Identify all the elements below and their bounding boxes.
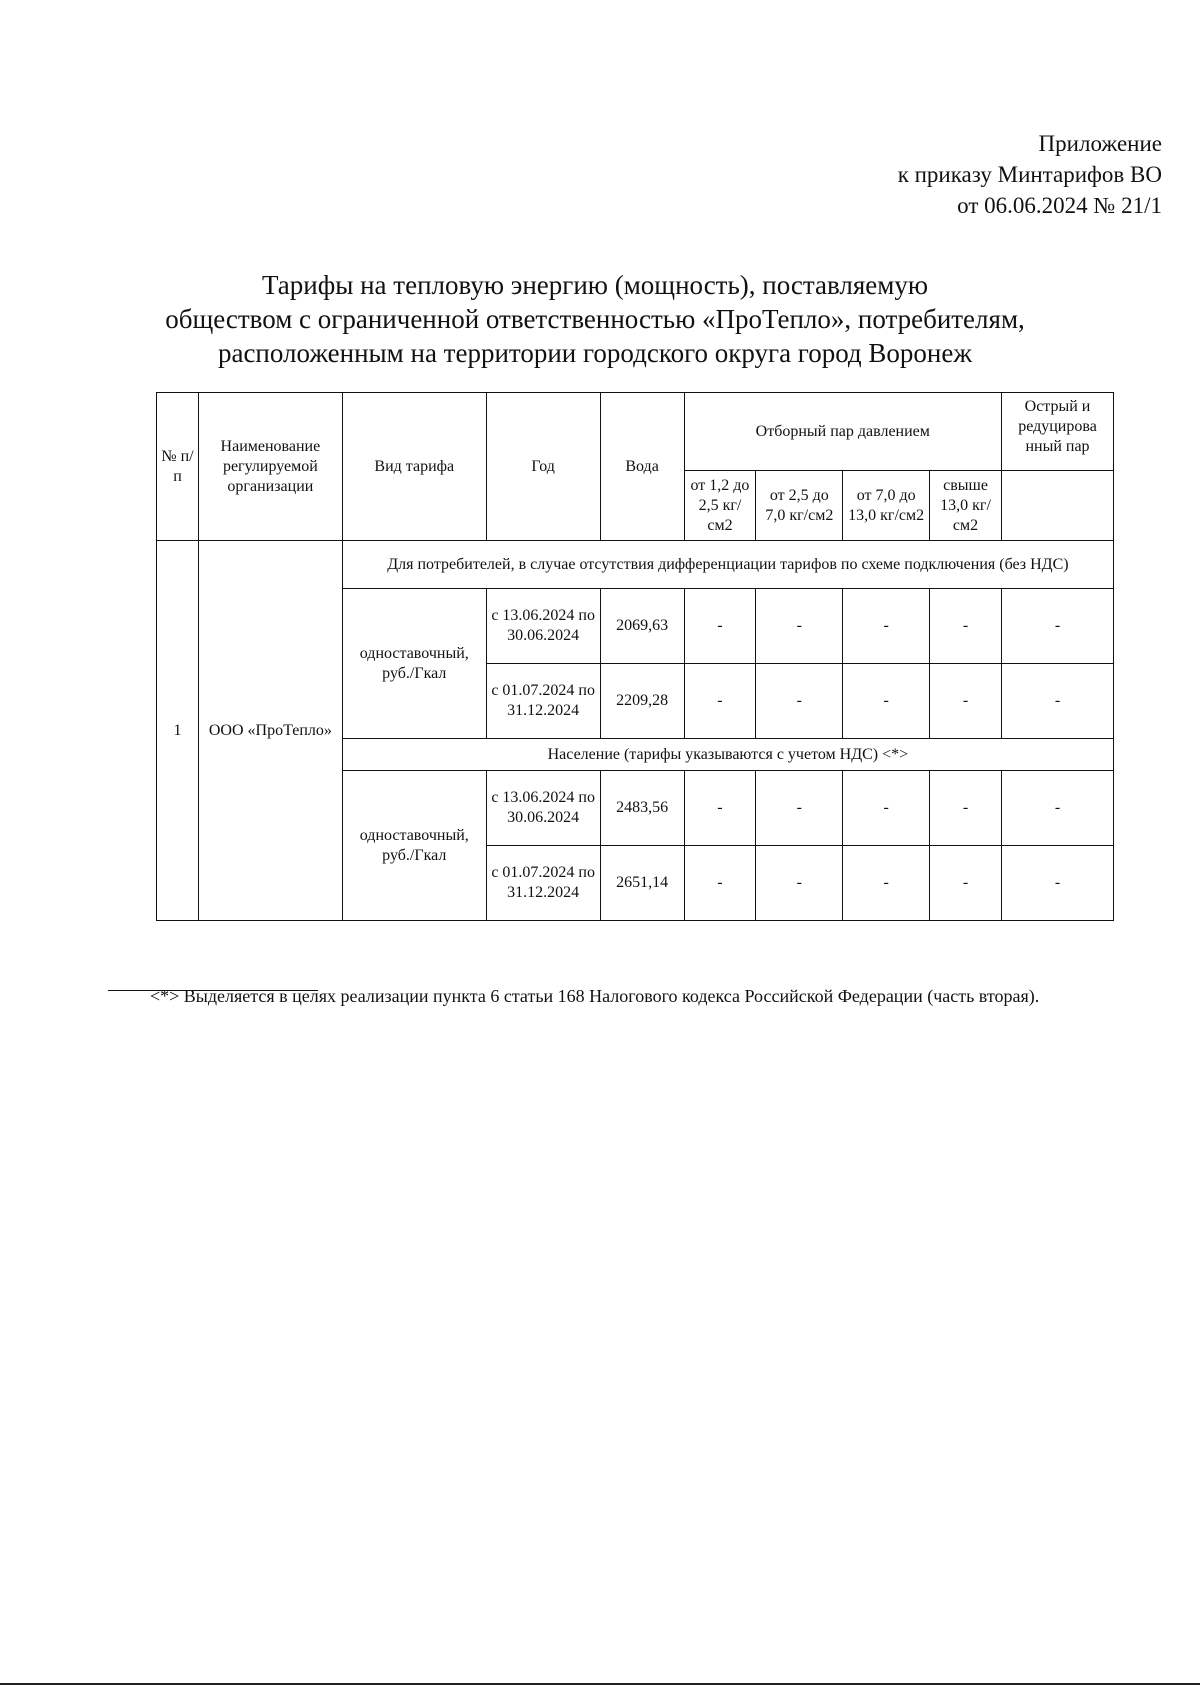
pressure-2-value: - (756, 664, 843, 739)
sharp-steam-value: - (1002, 846, 1114, 921)
period-cell: с 13.06.2024 по 30.06.2024 (486, 771, 600, 846)
tariff-table (156, 392, 1114, 921)
section-title: Для потребителей, в случае отсутствия дифференциации тарифов по схеме подключения (без НДС) (342, 541, 1113, 589)
header-pressure-2: от 2,5 до 7,0 кг/см2 (756, 471, 843, 541)
header-order-date: от 06.06.2024 № 21/1 (957, 193, 1162, 218)
period-cell: с 13.06.2024 по 30.06.2024 (486, 589, 600, 664)
header-sharp-steam: Острый и редуцирова нный пар (1002, 393, 1114, 471)
tariff-type-cell: одноставочный, руб./Гкал (342, 589, 486, 739)
header-pressure-3: от 7,0 до 13,0 кг/см2 (843, 471, 930, 541)
water-value: 2209,28 (600, 664, 684, 739)
header-appendix: Приложение (1038, 131, 1162, 156)
header-org: Наименование регулируемой организации (198, 393, 342, 541)
page-bottom-edge (0, 1683, 1200, 1685)
title-line-3: расположенным на территории городского округа город Воронеж (217, 338, 973, 368)
title-line-1: Тарифы на тепловую энергию (мощность), поставляемую (261, 270, 929, 300)
header-num: № п/п (157, 393, 199, 541)
pressure-3-value: - (843, 589, 930, 664)
pressure-2-value: - (756, 771, 843, 846)
sharp-steam-value: - (1002, 664, 1114, 739)
title-line-2: обществом с ограниченной ответственностью «ПроТепло», потребителям, (165, 304, 1025, 334)
header-order-ref: к приказу Минтарифов ВО (897, 162, 1162, 187)
header-row-1 (157, 393, 1114, 471)
pressure-1-value: - (684, 664, 756, 739)
header-year: Год (486, 393, 600, 541)
period-cell: с 01.07.2024 по 31.12.2024 (486, 846, 600, 921)
header-steam-group: Отборный пар давлением (684, 393, 1001, 471)
section-title-row (157, 541, 1114, 589)
water-value: 2651,14 (600, 846, 684, 921)
sharp-steam-value: - (1002, 771, 1114, 846)
pressure-1-value: - (684, 589, 756, 664)
pressure-4-value: - (930, 771, 1002, 846)
section-title: Население (тарифы указываются с учетом НДС) <*> (342, 739, 1113, 771)
header-tariff-type: Вид тарифа (342, 393, 486, 541)
row-number: 1 (157, 541, 199, 921)
pressure-1-value: - (684, 846, 756, 921)
pressure-4-value: - (930, 589, 1002, 664)
header-pressure-4: свыше 13,0 кг/см2 (930, 471, 1002, 541)
document-title (120, 268, 1070, 370)
pressure-1-value: - (684, 771, 756, 846)
footnote: <*> Выделяется в целях реализации пункта 6 статьи 168 Налогового кодекса Российской Федерации (часть вторая). (150, 986, 1040, 1006)
sharp-steam-value: - (1002, 589, 1114, 664)
water-value: 2069,63 (600, 589, 684, 664)
pressure-2-value: - (756, 589, 843, 664)
pressure-2-value: - (756, 846, 843, 921)
period-cell: с 01.07.2024 по 31.12.2024 (486, 664, 600, 739)
pressure-3-value: - (843, 846, 930, 921)
pressure-3-value: - (843, 664, 930, 739)
water-value: 2483,56 (600, 771, 684, 846)
tariff-type-cell: одноставочный, руб./Гкал (342, 771, 486, 921)
document-header (898, 128, 1162, 221)
header-pressure-1: от 1,2 до 2,5 кг/см2 (684, 471, 756, 541)
header-water: Вода (600, 393, 684, 541)
org-name: ООО «ПроТепло» (198, 541, 342, 921)
pressure-4-value: - (930, 664, 1002, 739)
header-sharp-blank (1002, 471, 1114, 541)
pressure-4-value: - (930, 846, 1002, 921)
pressure-3-value: - (843, 771, 930, 846)
